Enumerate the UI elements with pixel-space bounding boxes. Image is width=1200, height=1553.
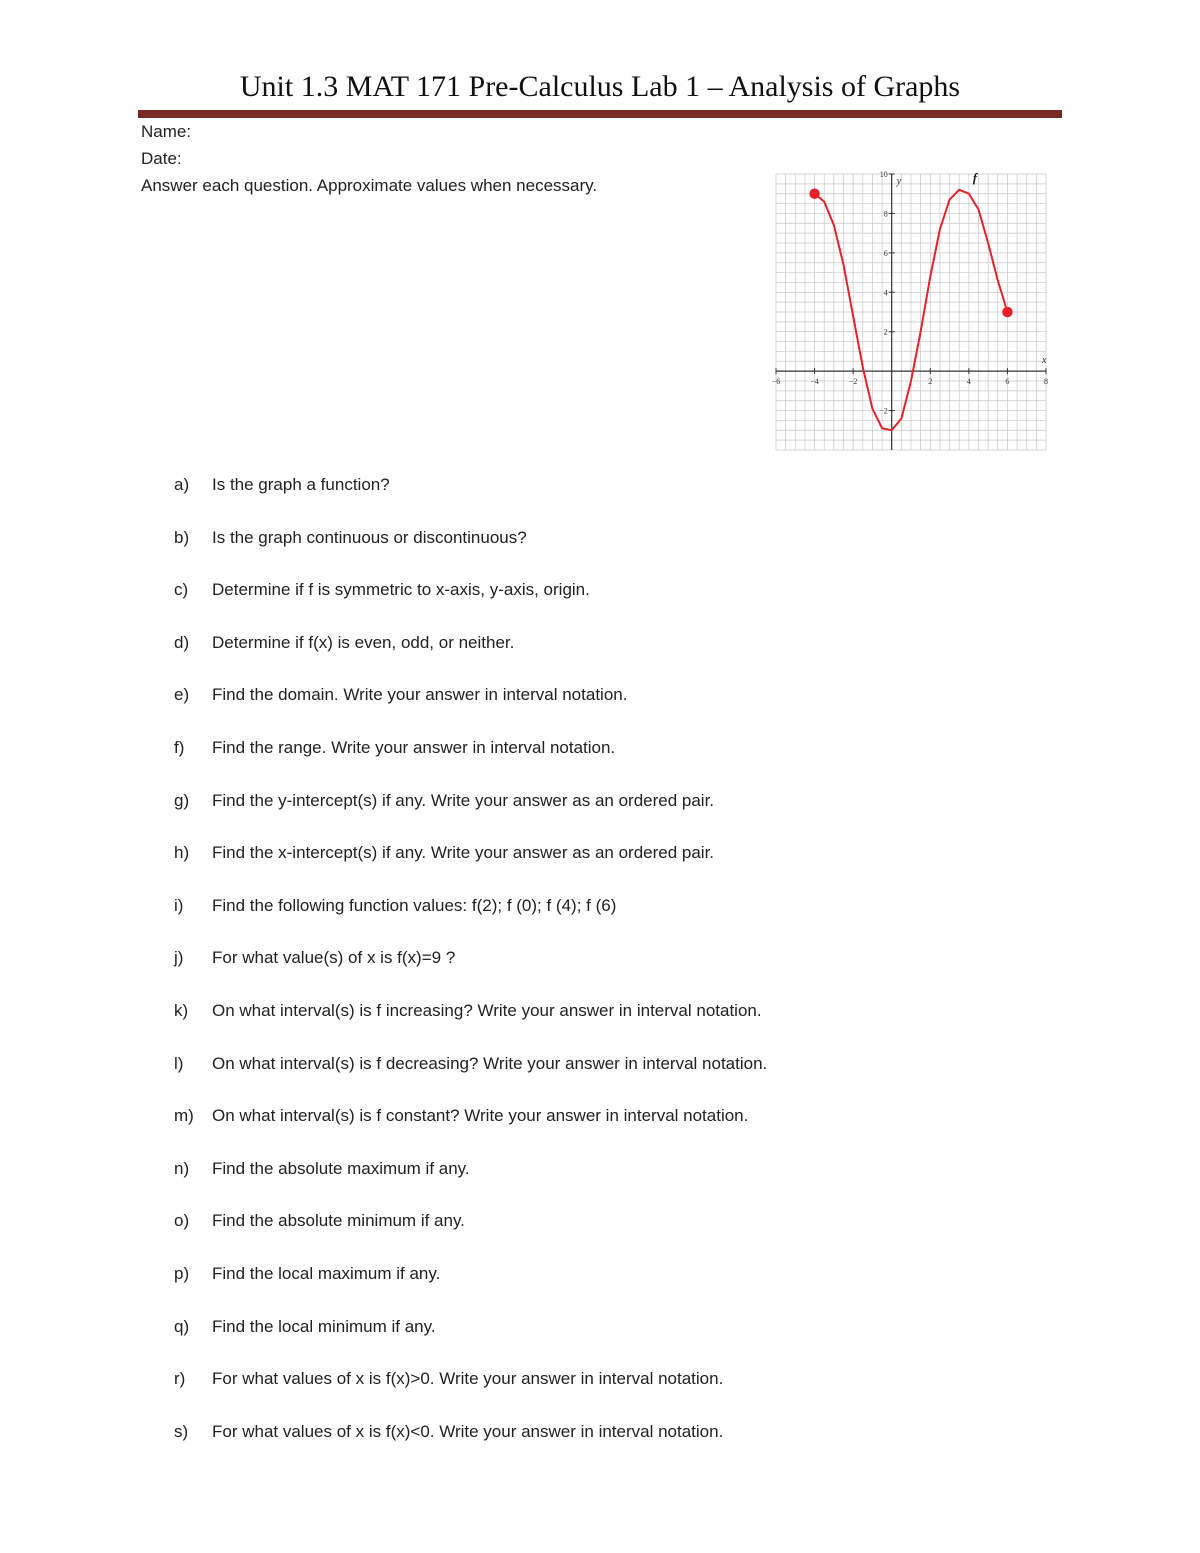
question-item <box>174 579 1074 632</box>
question-text: Determine if f(x) is even, odd, or neither. <box>212 632 515 652</box>
question-item <box>174 1053 1074 1106</box>
question-letter: q) <box>174 1316 190 1336</box>
y-tick-label: 6 <box>883 248 888 258</box>
question-text: For what values of x is f(x)<0. Write your answer in interval notation. <box>212 1421 724 1441</box>
question-text: On what interval(s) is f increasing? Write your answer in interval notation. <box>212 1000 762 1020</box>
endpoint-dot <box>810 189 819 198</box>
question-text: Find the range. Write your answer in interval notation. <box>212 737 616 757</box>
question-list <box>174 474 1074 1473</box>
question-item <box>174 527 1074 580</box>
page-title: Unit 1.3 MAT 171 Pre-Calculus Lab 1 – Analysis of Graphs <box>239 70 961 103</box>
question-text: Find the following function values: f(2); f (0); f (4); f (6) <box>212 895 617 915</box>
question-letter: p) <box>174 1263 190 1283</box>
question-item <box>174 737 1074 790</box>
question-letter: a) <box>174 475 190 494</box>
question-text: For what value(s) of x is f(x)=9 ? <box>212 948 456 968</box>
y-tick-label: −2 <box>879 406 888 416</box>
question-text: Is the graph continuous or discontinuous? <box>212 527 527 547</box>
question-letter: n) <box>174 1158 190 1178</box>
x-tick-label: 6 <box>1005 377 1010 387</box>
endpoint-dot <box>1003 308 1012 317</box>
question-item <box>174 474 1074 527</box>
y-tick-label: 4 <box>883 288 888 298</box>
question-item <box>174 684 1074 737</box>
question-text: For what values of x is f(x)>0. Write your answer in interval notation. <box>212 1369 724 1389</box>
y-axis-label: y <box>896 176 902 187</box>
question-letter: j) <box>174 948 184 968</box>
question-letter: r) <box>174 1369 186 1389</box>
x-tick-label: −6 <box>771 377 781 387</box>
question-item <box>174 1263 1074 1316</box>
question-letter: o) <box>174 1211 190 1231</box>
question-item <box>174 1000 1074 1053</box>
question-letter: m) <box>174 1106 194 1126</box>
question-item <box>174 1105 1074 1158</box>
question-text: Find the local minimum if any. <box>212 1316 436 1336</box>
question-letter: i) <box>174 895 184 915</box>
instructions: Answer each question. Approximate values when necessary. <box>141 176 598 195</box>
x-axis-label: x <box>1042 355 1047 367</box>
question-item <box>174 1368 1074 1421</box>
question-letter: h) <box>174 843 190 863</box>
question-letter: d) <box>174 632 190 652</box>
question-text: Find the local maximum if any. <box>212 1263 441 1283</box>
question-text: On what interval(s) is f constant? Write your answer in interval notation. <box>212 1106 749 1126</box>
curve-label: f <box>972 169 978 185</box>
question-text: Find the y-intercept(s) if any. Write your answer as an ordered pair. <box>212 790 715 810</box>
question-item <box>174 1316 1074 1369</box>
y-tick-label: 2 <box>883 327 888 337</box>
x-tick-label: 2 <box>928 377 933 387</box>
question-text: Find the x-intercept(s) if any. Write your answer as an ordered pair. <box>212 843 715 863</box>
question-text: Determine if f is symmetric to x-axis, y-axis, origin. <box>212 580 590 600</box>
date-label: Date: <box>141 149 182 168</box>
question-letter: c) <box>174 580 189 600</box>
x-tick-label: 8 <box>1044 377 1048 387</box>
question-letter: e) <box>174 685 190 705</box>
question-item <box>174 632 1074 685</box>
question-text: On what interval(s) is f decreasing? Write your answer in interval notation. <box>212 1053 768 1073</box>
graph-svg <box>768 166 1052 456</box>
x-tick-label: 4 <box>966 377 971 387</box>
question-text: Find the absolute maximum if any. <box>212 1158 470 1178</box>
title-rule <box>138 110 1062 118</box>
question-letter: k) <box>174 1000 189 1020</box>
question-text: Find the absolute minimum if any. <box>212 1211 465 1231</box>
function-graph <box>768 166 1052 456</box>
question-item <box>174 790 1074 843</box>
question-item <box>174 947 1074 1000</box>
question-text: Find the domain. Write your answer in interval notation. <box>212 685 628 705</box>
question-text: Is the graph a function? <box>212 475 390 494</box>
question-letter: g) <box>174 790 190 810</box>
y-tick-label: 8 <box>883 209 888 219</box>
question-letter: s) <box>174 1421 189 1441</box>
x-tick-label: −4 <box>810 377 819 387</box>
y-tick-label: 10 <box>879 170 888 179</box>
name-label: Name: <box>141 122 192 141</box>
question-item <box>174 895 1074 948</box>
x-tick-label: −2 <box>848 377 858 387</box>
question-letter: l) <box>174 1053 184 1073</box>
question-letter: f) <box>174 737 185 757</box>
question-letter: b) <box>174 527 190 547</box>
question-item <box>174 1210 1074 1263</box>
question-item <box>174 842 1074 895</box>
question-item <box>174 1158 1074 1211</box>
question-item <box>174 1421 1074 1474</box>
